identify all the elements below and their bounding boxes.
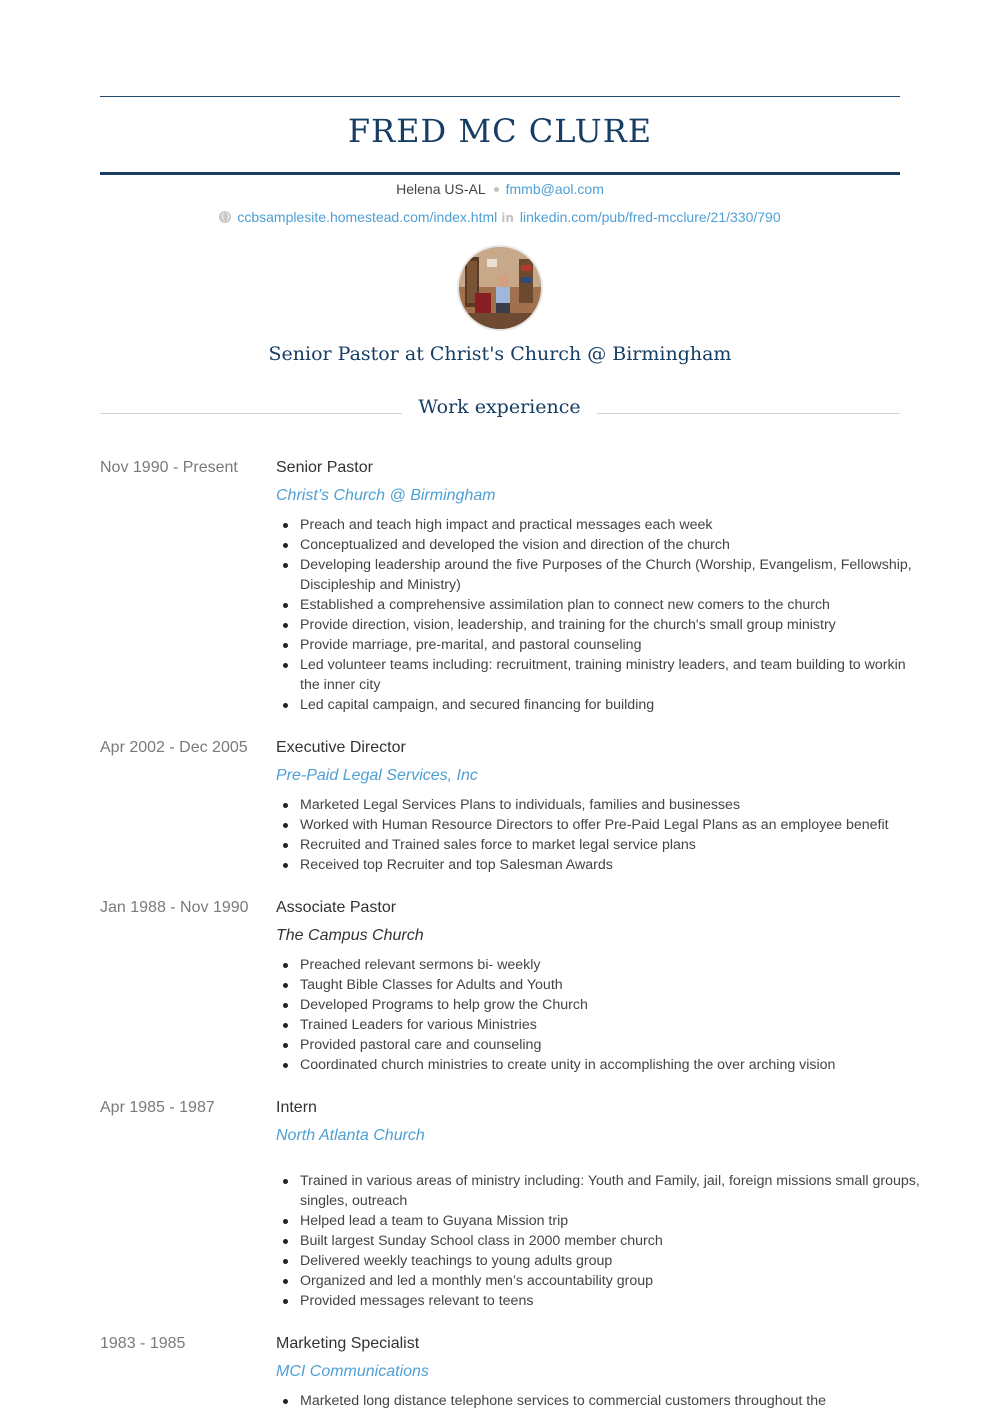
bullet-item: Provide marriage, pre-marital, and pastoral counseling [300, 635, 924, 655]
bullet-item: Trained in various areas of ministry including: Youth and Family, jail, foreign missions small groups, singles, outreach [300, 1171, 924, 1211]
bullet-item: Worked with Human Resource Directors to offer Pre-Paid Legal Plans as an employee benefit [300, 815, 924, 835]
bullet-item: Established a comprehensive assimilation plan to connect new comers to the church [300, 595, 924, 615]
profile-headline: Senior Pastor at Christ's Church @ Birmingham [268, 343, 732, 365]
contact-line [100, 181, 900, 197]
bullet-item: Helped lead a team to Guyana Mission trip [300, 1211, 924, 1231]
avatar-photo [459, 247, 541, 329]
links-line [100, 209, 900, 225]
location-text: Helena US-AL [396, 181, 486, 197]
job-bullets [276, 1171, 924, 1311]
website-link[interactable]: ccbsamplesite.homestead.com/index.html [237, 209, 498, 225]
candidate-name: FRED MC CLURE [347, 112, 653, 150]
job-title: Senior Pastor [276, 459, 373, 476]
job-dates: Apr 1985 - 1987 [100, 1099, 215, 1116]
bullet-item: Provided messages relevant to teens [300, 1291, 924, 1311]
bullet-item: Recruited and Trained sales force to market legal service plans [300, 835, 924, 855]
bullet-item: Preached relevant sermons bi- weekly [300, 955, 924, 975]
company-name: The Campus Church [276, 927, 424, 944]
bullet-item: Led capital campaign, and secured financing for building [300, 695, 924, 715]
bullet-item: Conceptualized and developed the vision and direction of the church [300, 535, 924, 555]
bullet-item: Led volunteer teams including: recruitment, training ministry leaders, and team building to workin the inner city [300, 655, 924, 695]
globe-icon [219, 211, 231, 223]
avatar [459, 247, 541, 329]
job-dates: Nov 1990 - Present [100, 459, 238, 476]
bullet-item: Organized and led a monthly men’s accountability group [300, 1271, 924, 1291]
linkedin-icon: in [501, 211, 514, 225]
bullet-item: Coordinated church ministries to create unity in accomplishing the over arching vision [300, 1055, 924, 1075]
bullet-item: Delivered weekly teachings to young adults group [300, 1251, 924, 1271]
bullet-item: Built largest Sunday School class in 2000 member church [300, 1231, 924, 1251]
bullet-item: Marketed Legal Services Plans to individuals, families and businesses [300, 795, 924, 815]
job-dates: Jan 1988 - Nov 1990 [100, 899, 249, 916]
header-top-rule [100, 96, 900, 97]
bullet-item: Developed Programs to help grow the Church [300, 995, 924, 1015]
bullet-item: Marketed long distance telephone services to commercial customers throughout the [300, 1391, 924, 1411]
bullet-item: Developing leadership around the five Purposes of the Church (Worship, Evangelism, Fellowship, Discipleship and Ministry) [300, 555, 924, 595]
company-link[interactable]: Christ’s Church @ Birmingham [276, 487, 496, 504]
bullet-item: Taught Bible Classes for Adults and Youth [300, 975, 924, 995]
job-dates: Apr 2002 - Dec 2005 [100, 739, 248, 756]
section-divider-right [597, 413, 900, 414]
bullet-item: Provide direction, vision, leadership, and training for the church's small group ministry [300, 615, 924, 635]
company-link[interactable]: Pre-Paid Legal Services, Inc [276, 767, 478, 784]
email-link[interactable]: fmmb@aol.com [505, 181, 604, 197]
job-title: Marketing Specialist [276, 1335, 420, 1352]
bullet-item: Preach and teach high impact and practical messages each week [300, 515, 924, 535]
header-bottom-rule [100, 172, 900, 175]
job-bullets [276, 955, 924, 1075]
company-link[interactable]: North Atlanta Church [276, 1127, 425, 1144]
job-bullets [276, 515, 924, 715]
job-bullets [276, 795, 924, 875]
job-title: Associate Pastor [276, 899, 397, 916]
work-experience-heading: Work experience [418, 396, 581, 418]
linkedin-link[interactable]: linkedin.com/pub/fred-mcclure/21/330/790 [519, 209, 781, 225]
job-dates: 1983 - 1985 [100, 1335, 186, 1352]
section-divider-left [100, 413, 402, 414]
job-title: Intern [276, 1099, 317, 1116]
separator-dot [494, 187, 499, 192]
company-link[interactable]: MCI Communications [276, 1363, 429, 1380]
job-bullets [276, 1391, 924, 1411]
job-title: Executive Director [276, 739, 406, 756]
bullet-item: Provided pastoral care and counseling [300, 1035, 924, 1055]
bullet-item: Trained Leaders for various Ministries [300, 1015, 924, 1035]
bullet-item: Received top Recruiter and top Salesman Awards [300, 855, 924, 875]
